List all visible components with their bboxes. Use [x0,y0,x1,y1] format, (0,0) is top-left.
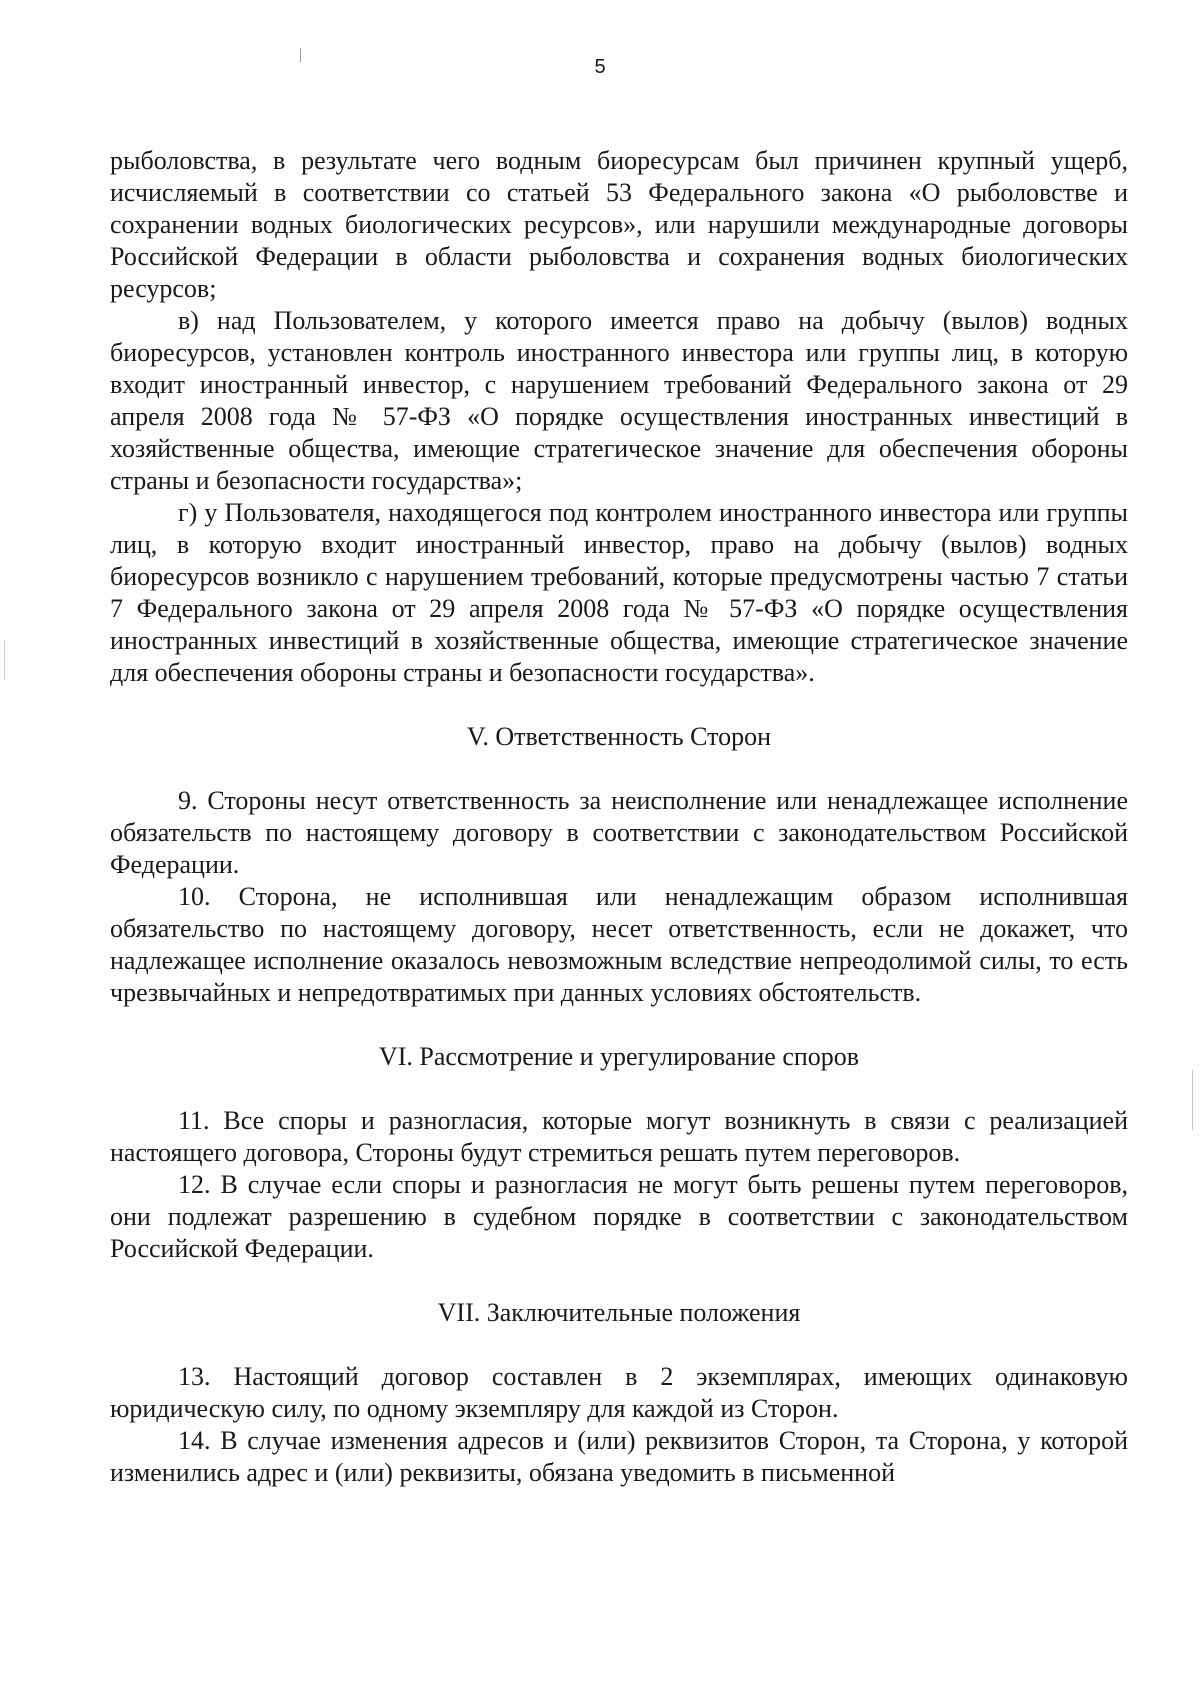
paragraph-13: 13. Настоящий договор составлен в 2 экземплярах, имеющих одинаковую юридическую силу, по одному экземпляру для каждой из Сторон. [110,1362,1128,1423]
scan-artifact-mark [4,640,5,680]
section-heading-vii: VII. Заключительные положения [437,1298,801,1327]
paragraph-9: 9. Стороны несут ответственность за неисполнение или ненадлежащее исполнение обязательств по настоящему договору в соответствии с законодательством Российской Федерации. [110,786,1128,879]
paragraph-11: 11. Все споры и разногласия, которые могут возникнуть в связи с реализацией настоящего договора, Стороны будут стремиться решать путем переговоров. [110,1106,1128,1167]
document-body [110,145,1128,1489]
section-heading-v: V. Ответственность Сторон [466,722,772,751]
paragraph-continuation: рыболовства, в результате чего водным биоресурсам был причинен крупный ущерб, исчисляемый в соответствии со статьей 53 Федерального закона «О рыболовстве и сохранении водных биологических ресурсов», или нарушили международные договоры Российской Федерации в области рыболовства и сохранения водных биологических ресурсов; [110,146,1128,303]
paragraph-item-g: г) у Пользователя, находящегося под контролем иностранного инвестора или группы лиц, в которую входит иностранный инвестор, право на добычу (вылов) водных биоресурсов возникло с нарушением требований, которые предусмотрены частью 7 статьи 7 Федерального закона от 29 апреля 2008 года № 57-ФЗ «О порядке осуществления иностранных инвестиций в хозяйственные общества, имеющие стратегическое значение для обеспечения обороны страны и безопасности государства». [110,498,1128,687]
paragraph-item-v: в) над Пользователем, у которого имеется право на добычу (вылов) водных биоресурсов, установлен контроль иностранного инвестора или группы лиц, в которую входит иностранный инвестор, с нарушением требований Федерального закона от 29 апреля 2008 года № 57-ФЗ «О порядке осуществления иностранных инвестиций в хозяйственные общества, имеющие стратегическое значение для обеспечения обороны страны и безопасности государства»; [110,306,1128,495]
paragraph-14: 14. В случае изменения адресов и (или) реквизитов Сторон, та Сторона, у которой изменились адрес и (или) реквизиты, обязана уведомить в письменной [110,1426,1128,1487]
paragraph-10: 10. Сторона, не исполнившая или ненадлежащим образом исполнившая обязательство по настоящему договору, несет ответственность, если не докажет, что надлежащее исполнение оказалось невозможным вследствие непреодолимой силы, то есть чрезвычайных и непредотвратимых при данных условиях обстоятельств. [110,882,1128,1007]
scan-artifact-mark [300,48,301,62]
section-heading-vi: VI. Рассмотрение и урегулирование споров [378,1042,860,1071]
scan-artifact-mark [1192,1070,1193,1130]
paragraph-12: 12. В случае если споры и разногласия не могут быть решены путем переговоров, они подлежат разрешению в судебном порядке в соответствии с законодательством Российской Федерации. [110,1170,1128,1263]
page-number: 5 [594,56,606,78]
